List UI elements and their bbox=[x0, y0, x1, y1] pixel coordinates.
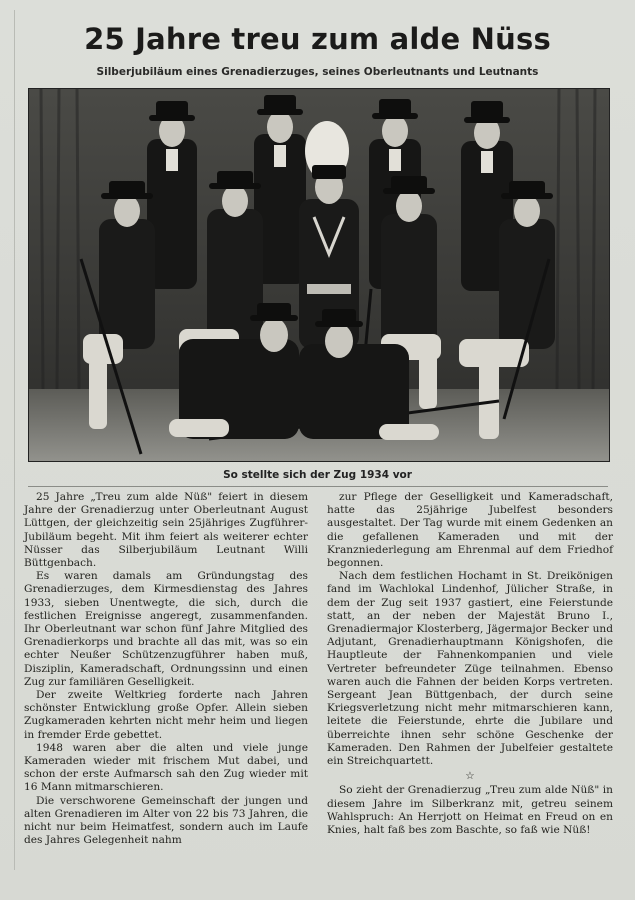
paragraph: zur Pflege der Geselligkeit und Kameradschaft, hatte das 25jährige Jubelfest besonders ausgestaltet. Der Tag wurde mit einem Gedenken an die gefallenen Kameraden und mit der Kranzniederlegung am Ehrenmal auf dem Friedhof begonnen. bbox=[327, 491, 613, 570]
headline: 25 Jahre treu zum alde Nüss bbox=[84, 22, 551, 56]
group-photo bbox=[28, 88, 610, 462]
star-separator-icon: ☆ bbox=[465, 770, 475, 783]
article-column-left bbox=[24, 491, 308, 847]
subheadline: Silberjubiläum eines Grenadierzuges, seines Oberleutnants und Leutnants bbox=[96, 66, 539, 78]
paragraph: Nach dem festlichen Hochamt in St. Dreikönigen fand im Wachlokal Lindenhof, Jülicher Straße, in dem der Zug seit 1937 gastiert, eine Feierstunde statt, an der neben der Majestät Bruno I., Grenadiermajor Klosterberg, Jägermajor Becker und Adjutant, Grenadierhauptmann Königshofen, die Hauptleute der Fahnenkompanien und viele Vertreter befreundeter Züge teilnahmen. Ebenso waren auch die Fahnen der beiden Korps vertreten. Sergeant Jean Büttgenbach, der durch seine Kriegsverletzung nicht mehr mitmarschieren kann, leitete die Feierstunde, ehrte die Jubilare und überreichte ihnen sehr schöne Geschenke der Kameraden. Den Rahmen der Jubelfeier gestaltete ein Streichquartett. bbox=[327, 570, 613, 768]
paragraph: 1948 waren aber die alten und viele junge Kameraden wieder mit frischem Mut dabei, und schon der erste Aufmarsch sah den Zug wieder mit 16 Mann mitmarschieren. bbox=[24, 741, 308, 794]
page-edge-line bbox=[14, 10, 15, 870]
caption-divider bbox=[28, 486, 608, 487]
group-photo-illustration bbox=[29, 89, 609, 461]
photo-caption: So stellte sich der Zug 1934 vor bbox=[223, 469, 412, 481]
paragraph: Es waren damals am Gründungstag des Grenadierzuges, dem Kirmesdienstag des Jahres 1933, sieben Unentwegte, die sich, durch die festlichen Ereignisse angeregt, zusammenfanden. Ihr Oberleutnant war schon fünf Jahre Mitglied des Grenadierkorps und brachte all das mit, was so ein echter Neußer Schützenzugführer haben muß, Disziplin, Kameradschaft, Ordnungssinn und einen Zug zur familiären Geselligkeit. bbox=[24, 570, 308, 688]
paragraph: Der zweite Weltkrieg forderte nach Jahren schönster Entwicklung große Opfer. Allein sieben Zugkameraden kehrten nicht mehr heim und liegen in fremder Erde gebettet. bbox=[24, 689, 308, 741]
paragraph: So zieht der Grenadierzug „Treu zum alde Nüß" in diesem Jahre im Silberkranz mit, getreu seinem Wahlspruch: An Herrjott on Heimat en Freud on en Knies, halt faß bes zom Baschte, so faß wie Nüß! bbox=[327, 784, 613, 837]
article-column-right bbox=[327, 491, 613, 837]
paragraph: 25 Jahre „Treu zum alde Nüß" feiert in diesem Jahre der Grenadierzug unter Oberleutnant August Lüttgen, der gleichzeitig sein 25jähriges Zugführer-Jubiläum begeht. Mit ihm feiert als weiterer echter Nüsser das Silberjubiläum Leutnant Willi Büttgenbach. bbox=[24, 491, 308, 570]
paragraph: Die verschworene Gemeinschaft der jungen und alten Grenadieren im Alter von 22 bis 73 Jahren, die nicht nur beim Heimatfest, sondern auch im Laufe des Jahres Gelegenheit nahm bbox=[24, 794, 308, 847]
